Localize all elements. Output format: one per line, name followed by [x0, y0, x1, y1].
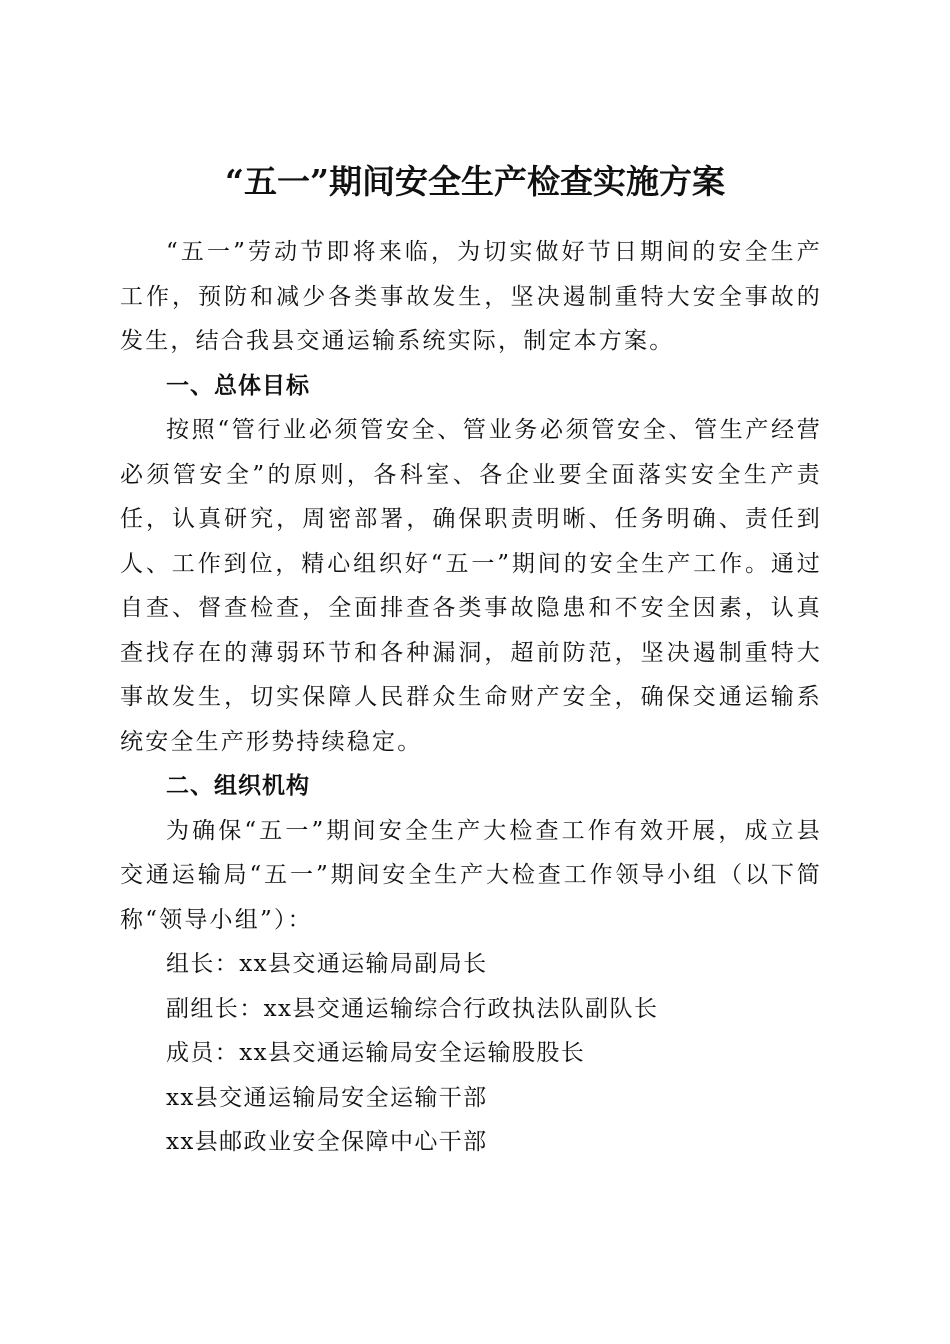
section-heading-overall-goal: 一、总体目标: [166, 371, 310, 399]
member-member: xx县邮政业安全保障中心干部: [166, 1129, 488, 1155]
member-member: 成员：xx县交通运输局安全运输股股长: [166, 1040, 586, 1066]
document-body: [120, 230, 822, 1165]
organization-paragraph: 为确保“五一”期间安全生产大检查工作有效开展，成立县交通运输局“五一”期间安全生产大检查工作领导小组（以下简称“领导小组”）：: [120, 817, 822, 933]
member-group-leader: 组长：xx县交通运输局副局长: [166, 951, 488, 977]
intro-paragraph: “五一”劳动节即将来临，为切实做好节日期间的安全生产工作，预防和减少各类事故发生，坚决遏制重特大安全事故的发生，结合我县交通运输系统实际，制定本方案。: [120, 239, 822, 354]
document-title: “五一”期间安全生产检查实施方案: [225, 162, 725, 202]
member-deputy-leader: 副组长：xx县交通运输综合行政执法队副队长: [166, 995, 659, 1022]
overall-goal-paragraph: 按照“管行业必须管安全、管业务必须管安全、管生产经营必须管安全”的原则，各科室、各企业要全面落实安全生产责任，认真研究，周密部署，确保职责明晰、任务明确、责任到人、工作到位，精心组织好“五一”期间的安全生产工作。通过自查、督查检查，全面排查各类事故隐患和不安全因素，认真查找存在的薄弱环节和各种漏洞，超前防范，坚决遏制重特大事故发生，切实保障人民群众生命财产安全，确保交通运输系统安全生产形势持续稳定。: [120, 417, 822, 755]
member-member: xx县交通运输局安全运输干部: [166, 1084, 488, 1111]
section-heading-organization: 二、组织机构: [166, 772, 310, 799]
